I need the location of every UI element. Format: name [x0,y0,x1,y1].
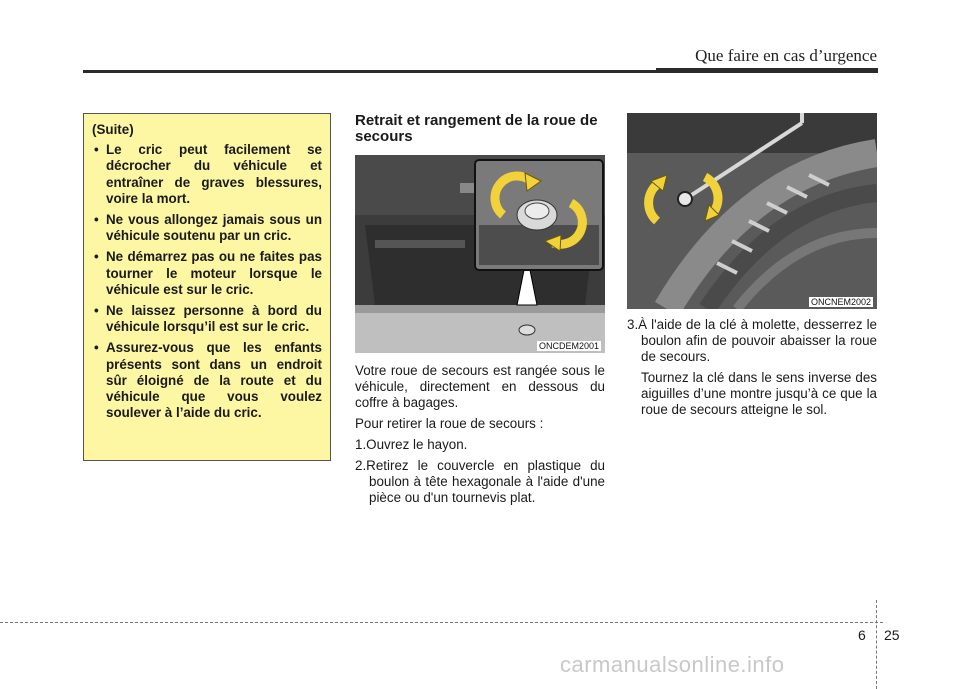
figure-code-label: ONCNEM2002 [810,297,871,307]
warning-item: • Le cric peut facilement se décrocher du véhicule et entraîner de graves blessures, voire la mort. [92,142,322,207]
step3-block [627,317,877,418]
column-middle [355,113,605,511]
trunk-floor-image [355,155,605,353]
warning-item: • Assurez-vous que les enfants présents sont dans un endroit sûr éloigné de la route et du véhicule que vous voulez soulever à l’aide du cric. [92,340,322,421]
warning-item: • Ne vous allongez jamais sous un véhicule soutenu par un cric. [92,212,322,244]
figure-code-label: ONCDEM2001 [538,341,599,351]
intro-paragraph: Votre roue de secours est rangée sous le véhicule, directement en dessous du coffre à bagages. [355,363,605,410]
section-body [355,363,605,506]
warning-list [92,142,322,421]
warning-continued-label: (Suite) [92,122,134,137]
warning-item: • Ne laissez personne à bord du véhicule lorsqu’il est sur le cric. [92,303,322,335]
warning-box [83,113,331,461]
header-rule-accent [656,68,878,73]
step-item: 3.À l'aide de la clé à molette, desserrez le boulon afin de pouvoir abaisser la roue de secours. [627,317,877,364]
column-right [627,113,877,423]
chapter-title: Que faire en cas d’urgence [695,46,877,65]
trunk-floor-illustration [355,155,605,353]
section-title: Retrait et rangement de la roue de secours [355,112,598,145]
wrench-image [627,113,877,309]
wrench-illustration [627,113,877,309]
footer-dashed-rule [0,622,883,623]
step-item: 2.Retirez le couvercle en plastique du boulon à tête hexagonale à l'aide d'une pièce ou d'un tournevis plat. [355,458,605,505]
lead-paragraph: Pour retirer la roue de secours : [355,416,544,431]
step-note: Tournez la clé dans le sens inverse des aiguilles d’une montre jusqu’à ce que la roue de secours atteigne le sol. [641,370,877,417]
footer-vertical-rule [876,600,877,689]
watermark-text: carmanualsonline.info [560,652,785,677]
step-item: 1.Ouvrez le hayon. [355,437,468,452]
chapter-number: 6 [858,627,866,643]
warning-item: • Ne démarrez pas ou ne faites pas tourner le moteur lorsque le véhicule est sur le cric. [92,249,322,298]
page-number: 25 [884,627,900,643]
